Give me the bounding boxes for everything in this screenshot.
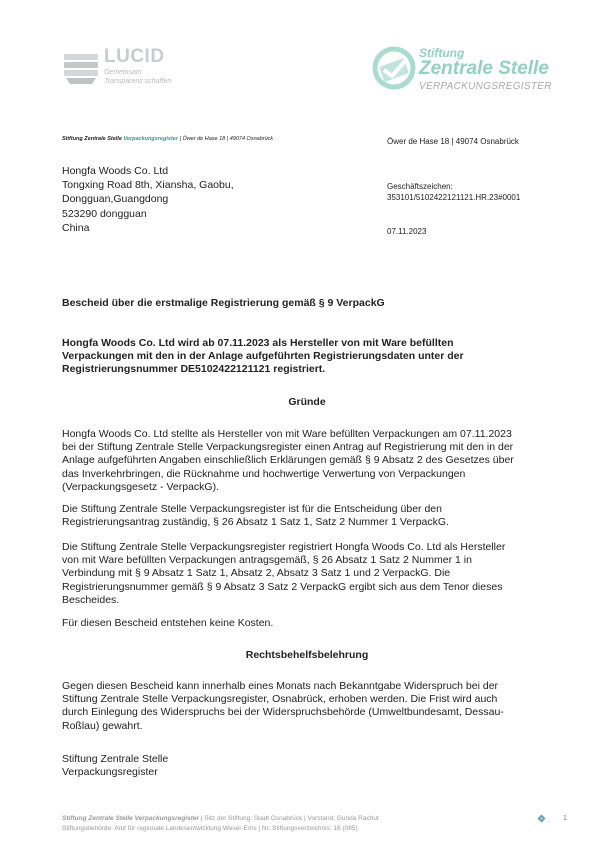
recipient-line: Tongxing Road 8th, Xiansha, Gaobu, bbox=[62, 179, 234, 192]
lucid-logo bbox=[62, 46, 192, 90]
subject-heading: Bescheid über die erstmalige Registrierung gemäß § 9 VerpackG bbox=[62, 297, 385, 309]
footer-line-2: Stiftungsbehörde: Amt für regionale Landesentwicklung Weser-Ems | Nr. Stiftungsverzeichnis: 16 (085) bbox=[62, 825, 358, 832]
reference-label: Geschäftszeichen: bbox=[387, 182, 453, 191]
zsvr-logo bbox=[372, 44, 577, 100]
zsvr-logo-line-3: VERPACKUNGSREGISTER bbox=[419, 81, 552, 92]
costs-paragraph: Für diesen Bescheid entstehen keine Kosten. bbox=[62, 617, 274, 629]
remedy-heading: Rechtsbehelfsbelehrung bbox=[245, 649, 369, 661]
recipient-line: Dongguan,Guangdong bbox=[62, 193, 169, 206]
reasons-heading: Gründe bbox=[288, 396, 326, 408]
lucid-logo-icon bbox=[62, 48, 100, 86]
reference-number: 353101/5102422121121.HR.23#0001 bbox=[387, 193, 521, 202]
recipient-line: 523290 dongguan bbox=[62, 207, 147, 220]
reasons-paragraph-1: Hongfa Woods Co. Ltd stellte als Hersteller von mit Ware befüllten Verpackungen am 07.11.2023 bei der Stiftung Zentrale Stelle Verpackungsregister einen Antrag auf Registrierung mit den in der Anlage aufgeführten Angaben einschließlich Erklärungen gemäß § 9 Absatz 2 des Gesetzes über das Inverkehrbringen, die Rücknahme und hochwertige Verwertung von Verpackungen (Verpackungsgesetz - VerpackG). bbox=[62, 428, 514, 493]
header-address: Öwer de Hase 18 | 49074 Osnabrück bbox=[387, 137, 519, 146]
document-date: 07.11.2023 bbox=[387, 227, 427, 236]
zsvr-logo-icon bbox=[372, 46, 416, 90]
remedy-paragraph: Gegen diesen Bescheid kann innerhalb eines Monats nach Bekanntgabe Widerspruch bei der Stiftung Zentrale Stelle Verpackungsregister, Osnabrück, erhoben werden. Die Frist wird auch durch Einlegung des Widerspruchs bei der Widerspruchsbehörde (Umweltbundesamt, Dessau- Roßlau) gewahrt. bbox=[62, 680, 504, 732]
page-number: 1 bbox=[563, 815, 567, 822]
recipient-line: Hongfa Woods Co. Ltd bbox=[62, 165, 169, 177]
recipient-line: China bbox=[62, 221, 90, 234]
decision-paragraph: Hongfa Woods Co. Ltd wird ab 07.11.2023 als Hersteller von mit Ware befüllten Verpackungen mit den in der Anlage aufgeführten Registrierungsdaten unter der Registrierungsnummer DE5102422121121 registriert. bbox=[62, 337, 464, 376]
lucid-logo-name: LUCID bbox=[104, 46, 165, 67]
signature-block: Stiftung Zentrale Stelle Verpackungsregister bbox=[62, 753, 169, 779]
zsvr-logo-line-2: Zentrale Stelle bbox=[419, 58, 549, 79]
reasons-paragraph-3: Die Stiftung Zentrale Stelle Verpackungsregister registriert Hongfa Woods Co. Ltd als Hersteller von mit Ware befüllten Verpackungen antragsgemäß, § 26 Absatz 1 Satz 2 Nummer 1 in Verbindung mit § 9 Absatz 1 Satz 1, Absatz 2, Absatz 3 Satz 1 und 2 VerpackG. Die Registrierungsnummer gemäß § 9 Absatz 3 Satz 2 VerpackG ergibt sich aus dem Tenor dieses Bescheides. bbox=[62, 541, 506, 606]
recipient-address bbox=[62, 164, 234, 235]
zsvr-logo-line-1: Stiftung bbox=[419, 46, 465, 60]
sender-line: Stiftung Zentrale Stelle Verpackungsregister | Öwer de Hase 18 | 49074 Osnabrück bbox=[62, 136, 274, 142]
lucid-logo-tagline: Gemeinsam Transparenz schaffen bbox=[104, 69, 172, 85]
diamond-logo-icon bbox=[537, 814, 546, 823]
footer-line-1: Stiftung Zentrale Stelle Verpackungsregister | Sitz der Stiftung: Stadt Osnabrück | Vorstand: Gunda Rachut bbox=[62, 815, 379, 822]
reasons-paragraph-2: Die Stiftung Zentrale Stelle Verpackungsregister ist für die Entscheidung über den Registrierungsantrag zuständig, § 26 Absatz 1 Satz 1, Satz 2 Nummer 1 VerpackG. bbox=[62, 503, 449, 529]
